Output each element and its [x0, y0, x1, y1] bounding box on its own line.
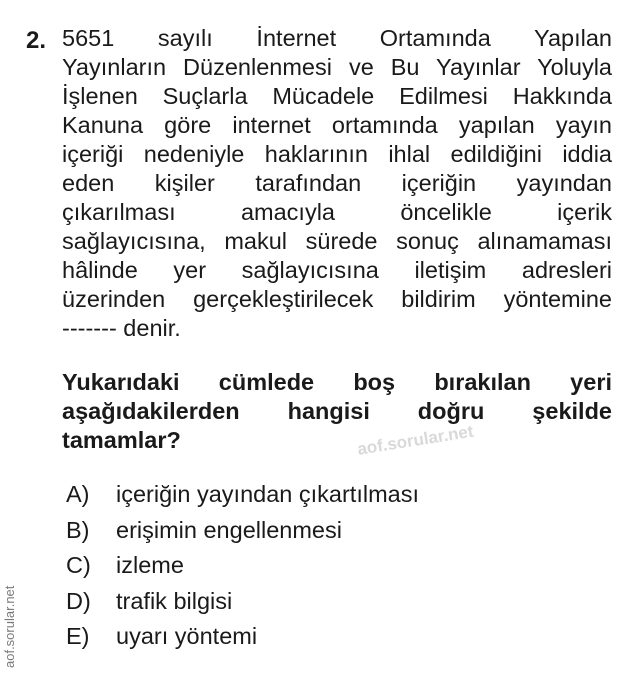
stem-line: içeriği nedeniyle haklarının ihlal edildiğini iddia [62, 141, 612, 167]
option-text: uyarı yöntemi [116, 623, 258, 649]
stem-line: çıkarılması amacıyla öncelikle içerik [62, 199, 612, 225]
stem-line: Kanuna göre internet ortamında yapılan yayın [62, 112, 612, 138]
watermark-center: aof.sorular.net [356, 421, 475, 459]
stem-line: üzerinden gerçekleştirilecek bildirim yöntemine [62, 286, 612, 312]
question-number: 2. [26, 27, 47, 54]
answer-option-a[interactable] [66, 478, 419, 514]
option-letter: B) [66, 516, 90, 543]
stem-line: eden kişiler tarafından içeriğin yayından [62, 170, 612, 196]
stem-line: 5651 sayılı İnternet Ortamında Yapılan [62, 25, 612, 51]
option-text: izleme [116, 552, 184, 578]
option-letter: D) [66, 587, 91, 614]
option-letter: A) [66, 481, 90, 507]
option-text: içeriğin yayından çıkartılması [116, 481, 420, 507]
prompt-line: aşağıdakilerden hangisi doğru şekilde [62, 398, 612, 424]
option-text: trafik bilgisi [116, 587, 233, 614]
option-letter: E) [66, 623, 90, 649]
stem-line: İşlenen Suçlarla Mücadele Edilmesi Hakkında [62, 83, 612, 109]
answer-option-b[interactable] [66, 514, 419, 550]
answer-option-e[interactable] [66, 620, 419, 656]
stem-line: hâlinde yer sağlayıcısına iletişim adresleri [62, 257, 612, 283]
watermark-side: aof.sorular.net [2, 585, 17, 668]
answer-option-d[interactable] [66, 585, 419, 621]
question-prompt [62, 368, 612, 455]
answer-option-c[interactable] [66, 549, 419, 585]
option-letter: C) [66, 552, 91, 578]
prompt-line: Yukarıdaki cümlede boş bırakılan yeri [62, 369, 612, 395]
prompt-line: tamamlar? [62, 427, 181, 453]
stem-line: ------- denir. [62, 315, 181, 341]
answer-options [66, 478, 419, 656]
question-stem [62, 24, 612, 343]
stem-line: sağlayıcısına, makul sürede sonuç alınamaması [62, 228, 612, 254]
stem-line: Yayınların Düzenlenmesi ve Bu Yayınlar Yoluyla [62, 54, 612, 80]
option-text: erişimin engellenmesi [116, 516, 342, 543]
